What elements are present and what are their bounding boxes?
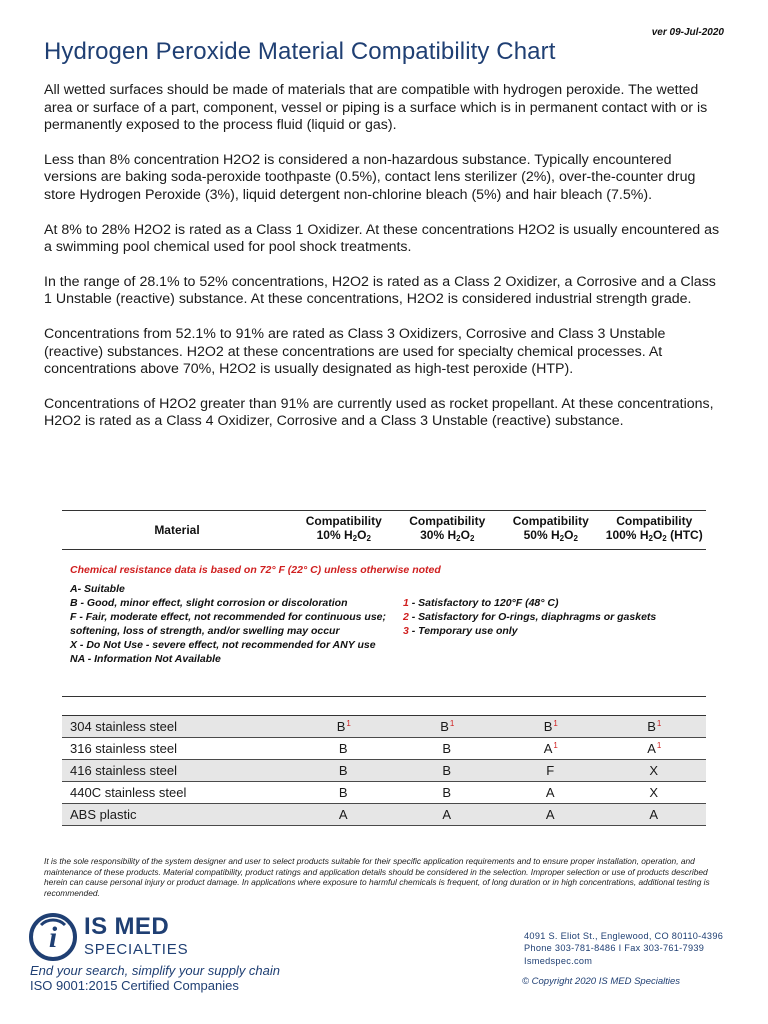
rating-cell: A bbox=[396, 804, 500, 826]
intro-paragraph: All wetted surfaces should be made of materials that are compatible with hydrogen peroxide. The wetted area or surface of a part, component, vessel or piping is a surface which is in permanent contact with or is permanently exposed to the process fluid (liquid or gas). bbox=[44, 82, 708, 134]
legend-footnote: 3 - Temporary use only bbox=[403, 625, 518, 637]
rating-cell: $B^1$ bbox=[603, 716, 707, 738]
rating-cell: B bbox=[292, 782, 396, 804]
table-spacer bbox=[62, 697, 706, 716]
rating-cell: $A^1$ bbox=[499, 738, 603, 760]
intro-paragraph: Concentrations of H2O2 greater than 91% are currently used as rocket propellant. At these concentrations, H2O2 is rated as a Class 4 Oxidizer, Corrosive and a Class 3 Unstable (reactive) substance. bbox=[44, 395, 714, 430]
material-cell: 440C stainless steel bbox=[62, 782, 292, 804]
table-row bbox=[62, 782, 706, 804]
rating-cell: B bbox=[396, 760, 500, 782]
phone-fax: Phone 303-781-8486 I Fax 303-761-7939 bbox=[524, 943, 705, 954]
legend-rating: B - Good, minor effect, slight corrosion or discoloration bbox=[70, 597, 348, 609]
page-title: Hydrogen Peroxide Material Compatibility Chart bbox=[44, 38, 556, 65]
rating-cell: $B^1$ bbox=[292, 716, 396, 738]
rating-cell: $B^1$ bbox=[396, 716, 500, 738]
rating-cell: A bbox=[499, 804, 603, 826]
material-cell: 304 stainless steel bbox=[62, 716, 292, 738]
logo-name: IS MED bbox=[84, 913, 170, 940]
tagline: End your search, simplify your supply chain bbox=[30, 963, 281, 978]
contact-info bbox=[524, 930, 744, 967]
address: 4091 S. Eliot St., Englewood, CO 80110-4396 bbox=[524, 931, 724, 941]
table-row bbox=[62, 760, 706, 782]
legend-ratings bbox=[70, 582, 400, 666]
svg-text:i: i bbox=[48, 921, 58, 954]
legend-footnote: 1 - Satisfactory to 120°F (48° C) bbox=[403, 597, 559, 609]
column-header-100: Compatibility 100% $H_2O_2$ (HTC) bbox=[603, 511, 707, 550]
iso-certification: ISO 9001:2015 Certified Companies bbox=[30, 978, 239, 993]
intro-paragraph: Less than 8% concentration H2O2 is considered a non-hazardous substance. Typically encountered versions are baking soda-peroxide toothpaste (0.5%), contact lens sterilizer (2%), over-the-counter drug store Hydrogen Peroxide (3%), liquid detergent non-chlorine bleach (5%) and hair bleach (7.5%). bbox=[44, 151, 696, 203]
rating-cell: B bbox=[396, 782, 500, 804]
website-link[interactable]: Ismedspec.com bbox=[524, 955, 593, 966]
rating-cell: B bbox=[396, 738, 500, 760]
intro-paragraph: Concentrations from 52.1% to 91% are rated as Class 3 Oxidizers, Corrosive and Class 3 Unstable (reactive) substances. H2O2 at these concentrations are used for specialty chemical processes. At concentrations above 70%, H2O2 is usually designated as high-test peroxide (HTP). bbox=[44, 325, 666, 378]
rating-cell: A bbox=[292, 804, 396, 826]
rating-cell: F bbox=[499, 760, 603, 782]
material-cell: 416 stainless steel bbox=[62, 760, 292, 782]
compatibility-table bbox=[62, 510, 706, 826]
legend-footnote: 2 - Satisfactory for O-rings, diaphragms or gaskets bbox=[403, 611, 657, 623]
intro-text bbox=[44, 82, 724, 448]
table-row bbox=[62, 738, 706, 760]
rating-cell: B bbox=[292, 738, 396, 760]
legend-note: Chemical resistance data is based on 72° F (22° C) unless otherwise noted bbox=[70, 564, 441, 576]
rating-cell: X bbox=[603, 760, 707, 782]
rating-cell: A bbox=[499, 782, 603, 804]
intro-paragraph: In the range of 28.1% to 52% concentrations, H2O2 is rated as a Class 2 Oxidizer, a Corrosive and a Class 1 Unstable (reactive) substance. At these concentrations, H2O2 is considered industrial strength grade. bbox=[44, 273, 716, 308]
material-cell: ABS plastic bbox=[62, 804, 292, 826]
legend-rating: softening, loss of strength, and/or swelling may occur bbox=[70, 625, 340, 637]
legend-rating: X - Do Not Use - severe effect, not recommended for ANY use bbox=[70, 639, 376, 651]
table-row bbox=[62, 716, 706, 738]
column-header-30: Compatibility 30% $H_2O_2$ bbox=[396, 511, 500, 550]
logo-subtitle: SPECIALTIES bbox=[84, 941, 189, 958]
legend-rating: F - Fair, moderate effect, not recommended for continuous use; bbox=[70, 611, 387, 623]
rating-cell: $A^1$ bbox=[603, 738, 707, 760]
table-row bbox=[62, 804, 706, 826]
column-header-10: Compatibility 10% $H_2O_2$ bbox=[292, 511, 396, 550]
material-column-header: Material bbox=[62, 511, 292, 550]
company-logo bbox=[28, 912, 198, 962]
column-header-50: Compatibility 50% $H_2O_2$ bbox=[499, 511, 603, 550]
intro-paragraph: At 8% to 28% H2O2 is rated as a Class 1 Oxidizer. At these concentrations H2O2 is usually encountered as a swimming pool chemical used for pool shock treatments. bbox=[44, 221, 720, 256]
legend-footnotes bbox=[403, 596, 703, 638]
legend bbox=[62, 550, 706, 697]
rating-cell: A bbox=[603, 804, 707, 826]
legend-rating: A- Suitable bbox=[70, 583, 125, 595]
copyright: © Copyright 2020 IS MED Specialties bbox=[522, 976, 681, 987]
disclaimer: It is the sole responsibility of the system designer and user to select products suitable for their specific application requirements and to ensure proper installation, operation, and maintenance of these products. Material compatibility, product ratings and application details should be considered in the selection. Improper selection or use of products described herein can cause personal injury or product damage. In applications where exposure to harmful chemicals is frequent, of long duration or in high concentrations, additional testing is recommended. bbox=[44, 856, 710, 898]
table-header-row bbox=[62, 511, 706, 550]
rating-cell: X bbox=[603, 782, 707, 804]
material-cell: 316 stainless steel bbox=[62, 738, 292, 760]
legend-rating: NA - Information Not Available bbox=[70, 653, 221, 665]
legend-row bbox=[62, 550, 706, 697]
version-label: ver 09-Jul-2020 bbox=[651, 27, 724, 38]
logo-mark-icon bbox=[28, 912, 78, 962]
rating-cell: B bbox=[292, 760, 396, 782]
rating-cell: $B^1$ bbox=[499, 716, 603, 738]
